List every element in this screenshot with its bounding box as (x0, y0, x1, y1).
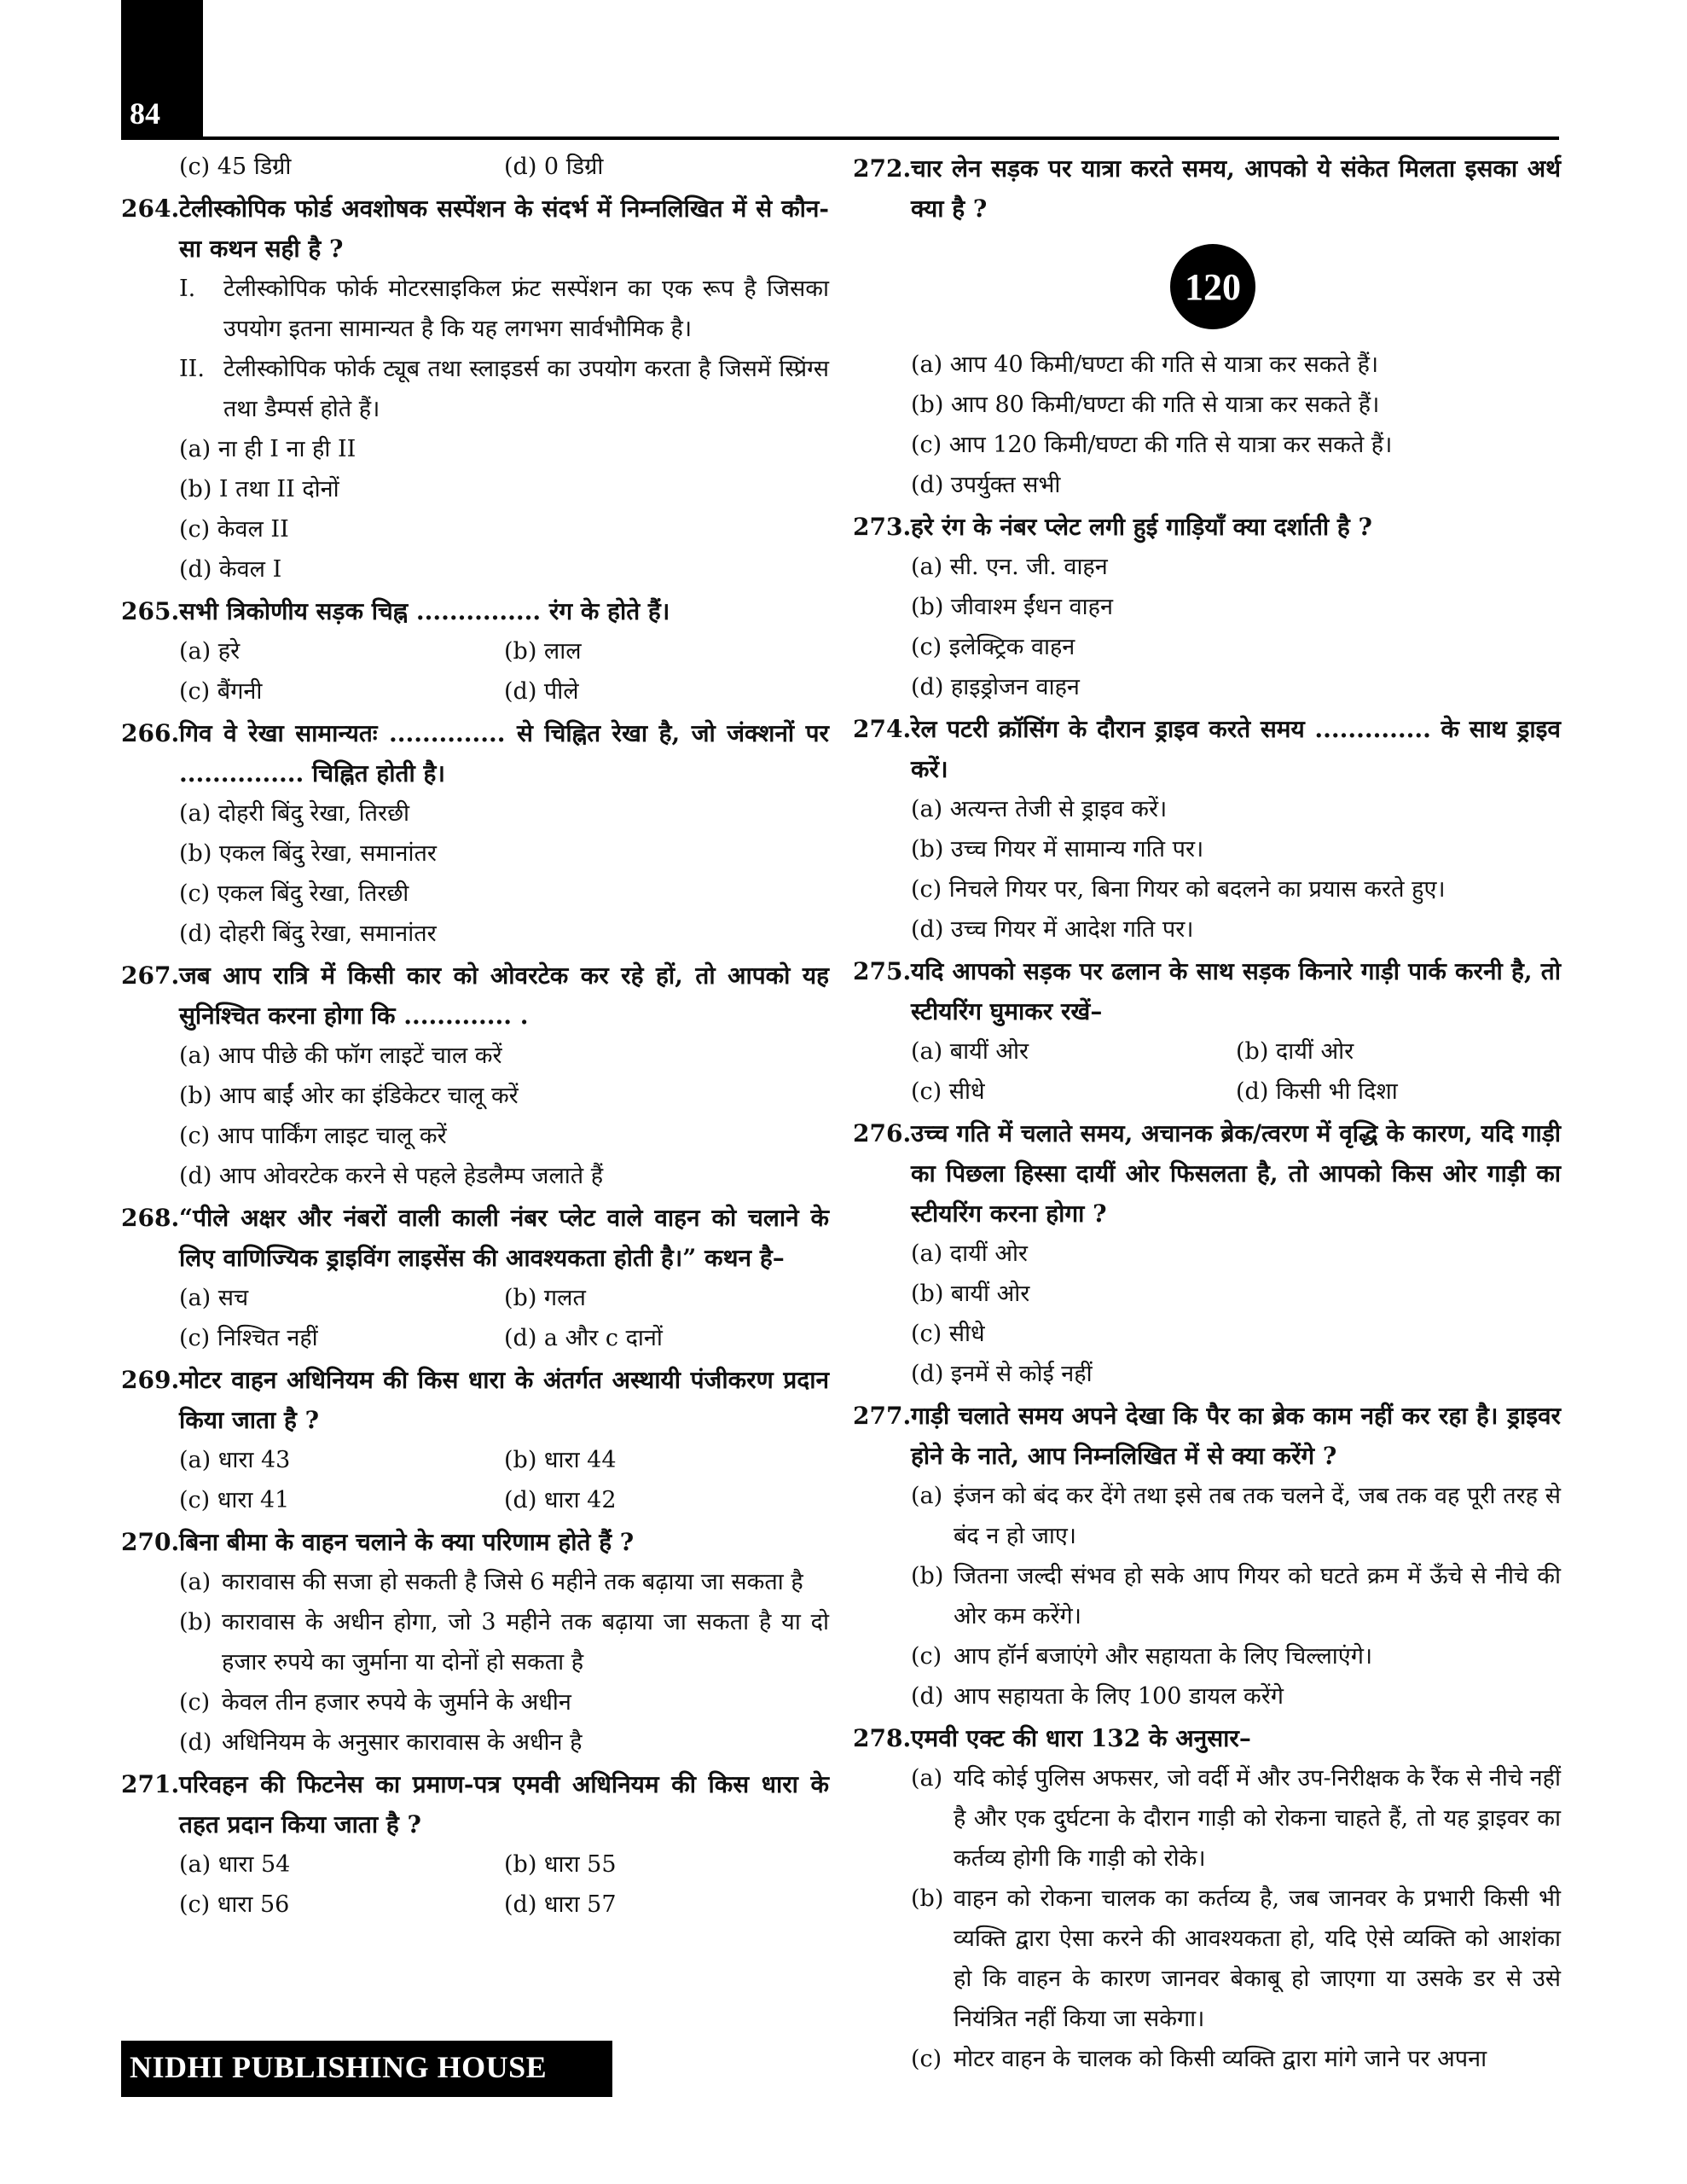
option-c (121, 1682, 829, 1722)
option-b (121, 1602, 829, 1682)
option-text: इंजन को बंद कर देंगे तथा इसे तब तक चलने दें, जब तक वह पूरी तरह से बंद न हो जाए। (954, 1483, 1561, 1549)
option-d: (d) उच्च गियर में आदेश गति पर। (911, 916, 1194, 943)
option-d: (d) दोहरी बिंदु रेखा, समानांतर (179, 921, 437, 947)
option-a: (a) दायीं ओर (911, 1240, 1028, 1267)
option-c: (c) आप पार्किंग लाइट चालू करें (179, 1123, 447, 1149)
option-d: (d) इनमें से कोई नहीं (911, 1361, 1093, 1387)
question-276 (853, 1113, 1561, 1234)
question-number: 266. (121, 719, 180, 747)
statement-text: टेलीस्कोपिक फोर्क ट्यूब तथा स्लाइडर्स का उपयोग करता है जिसमें स्प्रिंग्स तथा डैम्पर्स होते हैं। (223, 356, 829, 422)
option-row (121, 147, 829, 187)
option-c: (c) निश्चित नहीं (179, 1325, 318, 1351)
option-d: (d) आप ओवरटेक करने से पहले हेडलैम्प जलाते हैं (179, 1163, 604, 1189)
option-c: (c) आप 120 किमी/घण्टा की गति से यात्रा कर सकते हैं। (911, 432, 1393, 458)
option-a: (a) सी. एन. जी. वाहन (911, 554, 1108, 580)
question-number: 269. (121, 1366, 180, 1394)
option-letter: (d) (179, 1729, 212, 1756)
question-number: 277. (853, 1402, 912, 1430)
page-number: 84 (130, 96, 160, 131)
option-letter: (b) (911, 1563, 944, 1589)
question-number: 270. (121, 1528, 180, 1556)
option-text: आप हॉर्न बजाएंगे और सहायता के लिए चिल्लाएंगे। (954, 1643, 1373, 1670)
question-274 (853, 709, 1561, 789)
option-row (121, 631, 829, 671)
question-text: हरे रंग के नंबर प्लेट लगी हुई गाड़ियाँ क्या दर्शाती है ? (911, 513, 1372, 541)
option-a (853, 1758, 1561, 1879)
question-text: चार लेन सड़क पर यात्रा करते समय, आपको ये संकेत मिलता इसका अर्थ क्या है ? (911, 154, 1561, 223)
option-letter: (a) (911, 1483, 943, 1509)
option-b: (b) दायीं ओर (1236, 1038, 1354, 1065)
option-a: (a) हरे (179, 638, 241, 665)
option-c: (c) बैंगनी (179, 678, 263, 705)
option-a: (a) ना ही I ना ही II (179, 436, 357, 462)
option-text: आप सहायता के लिए 100 डायल करेंगे (954, 1683, 1284, 1710)
question-275 (853, 951, 1561, 1031)
question-number: 268. (121, 1204, 180, 1232)
question-text: “पीले अक्षर और नंबरों वाली काली नंबर प्लेट वाले वाहन को चलाने के लिए वाणिज्यिक ड्राइविंग लाइसेंस की आवश्यकता होती है।” कथन है– (179, 1204, 829, 1272)
option-c: (c) सीधे (911, 1321, 985, 1347)
option-text: मोटर वाहन के चालक को किसी व्यक्ति द्वारा मांगे जाने पर अपना (954, 2046, 1487, 2072)
option-d: (d) धारा 57 (504, 1891, 617, 1918)
option-c: (c) सीधे (911, 1078, 985, 1105)
option-letter: (a) (911, 1765, 943, 1792)
option-c: (c) इलेक्ट्रिक वाहन (911, 634, 1075, 660)
option-d: (d) केवल I (179, 556, 282, 583)
question-273 (853, 507, 1561, 547)
option-a: (a) धारा 54 (179, 1851, 291, 1878)
option-letter: (c) (911, 2046, 942, 2072)
option-b: (b) आप बाईं ओर का इंडिकेटर चालू करें (179, 1083, 519, 1109)
question-number: 272. (853, 154, 912, 183)
question-text: बिना बीमा के वाहन चलाने के क्या परिणाम होते हैं ? (179, 1528, 635, 1556)
option-a: (a) आप पीछे की फॉग लाइटें चाल करें (179, 1043, 502, 1069)
option-text: कारावास के अधीन होगा, जो 3 महीने तक बढ़ाया जा सकता है या दो हजार रुपये का जुर्माना या दोनों हो सकता है (222, 1609, 829, 1676)
question-number: 265. (121, 597, 180, 625)
option-d: (d) पीले (504, 678, 579, 705)
question-271 (121, 1764, 829, 1844)
question-text: सभी त्रिकोणीय सड़क चिह्न ............... रंग के होते हैं। (179, 597, 670, 625)
left-column (121, 147, 829, 1925)
option-d: (d) धारा 42 (504, 1487, 617, 1513)
right-column (853, 147, 1561, 2079)
question-text: यदि आपको सड़क पर ढलान के साथ सड़क किनारे गाड़ी पार्क करनी है, तो स्टीयरिंग घुमाकर रखें– (911, 957, 1561, 1025)
option-b (853, 1879, 1561, 2039)
option-d (121, 1722, 829, 1763)
option-a (121, 1562, 829, 1602)
option-d: (d) किसी भी दिशा (1236, 1078, 1398, 1105)
option-c: (c) केवल II (179, 516, 289, 543)
question-266 (121, 713, 829, 793)
question-number: 274. (853, 715, 912, 743)
question-277 (853, 1396, 1561, 1476)
question-text: मोटर वाहन अधिनियम की किस धारा के अंतर्गत अस्थायी पंजीकरण प्रदान किया जाता है ? (179, 1366, 829, 1434)
option-c: (c) 45 डिग्री (179, 154, 292, 180)
option-text: वाहन को रोकना चालक का कर्तव्य है, जब जानवर के प्रभारी किसी भी व्यक्ति द्वारा ऐसा करने की आवश्यकता हो, यदि ऐसे व्यक्ति को आशंका हो कि वाहन के कारण जानवर बेकाबू हो जाएगा या उसके डर से उसे नियंत्रित नहीं किया जा सकेगा। (954, 1885, 1561, 2032)
speed-limit-sign: 120 (1170, 244, 1255, 329)
option-b: (b) लाल (504, 638, 582, 665)
statement-number: I. (179, 276, 196, 302)
option-b: (b) धारा 44 (504, 1447, 617, 1473)
option-text: केवल तीन हजार रुपये के जुर्माने के अधीन (222, 1689, 571, 1716)
question-text: रेल पटरी क्रॉसिंग के दौरान ड्राइव करते समय .............. के साथ ड्राइव करें। (911, 715, 1561, 783)
question-number: 276. (853, 1119, 912, 1147)
option-b: (b) धारा 55 (504, 1851, 617, 1878)
option-row (121, 1885, 829, 1925)
option-a: (a) अत्यन्त तेजी से ड्राइव करें। (911, 796, 1168, 822)
option-a: (a) दोहरी बिंदु रेखा, तिरछी (179, 800, 409, 827)
option-letter: (b) (179, 1609, 212, 1635)
question-278 (853, 1718, 1561, 1758)
question-number: 264. (121, 195, 180, 223)
question-text: एमवी एक्ट की धारा 132 के अनुसार– (911, 1724, 1251, 1752)
question-text: उच्च गति में चलाते समय, अचानक ब्रेक/त्वरण में वृद्धि के कारण, यदि गाड़ी का पिछला हिस्सा दायीं ओर फिसलता है, तो आपको किस ओर गाड़ी का स्टीयरिंग करना होगा ? (911, 1119, 1561, 1228)
question-text: गाड़ी चलाते समय अपने देखा कि पैर का ब्रेक काम नहीं कर रहा है। ड्राइवर होने के नाते, आप निम्नलिखित में से क्या करेंगे ? (911, 1402, 1561, 1470)
option-letter: (d) (911, 1683, 944, 1710)
question-270 (121, 1522, 829, 1562)
question-268 (121, 1198, 829, 1278)
option-b: (b) जीवाश्म ईंधन वाहन (911, 594, 1113, 620)
option-row (121, 671, 829, 712)
option-d: (d) a और c दानों (504, 1325, 663, 1351)
option-c: (c) धारा 41 (179, 1487, 290, 1513)
question-text: परिवहन की फिटनेस का प्रमाण-पत्र एमवी अधिनियम की किस धारा के तहत प्रदान किया जाता है ? (179, 1770, 829, 1838)
question-text: टेलीस्कोपिक फोर्ड अवशोषक सस्पेंशन के संदर्भ में निम्नलिखित में से कौन-सा कथन सही है ? (179, 195, 829, 263)
option-a: (a) आप 40 किमी/घण्टा की गति से यात्रा कर सकते हैं। (911, 351, 1379, 378)
option-letter: (c) (179, 1689, 211, 1716)
option-letter: (b) (911, 1885, 944, 1912)
option-row (121, 1278, 829, 1318)
header-rule (121, 136, 1559, 140)
publisher-name: NIDHI PUBLISHING HOUSE (130, 2050, 548, 2084)
option-d: (d) हाइड्रोजन वाहन (911, 674, 1080, 700)
option-b: (b) आप 80 किमी/घण्टा की गति से यात्रा कर सकते हैं। (911, 392, 1380, 418)
question-272 (853, 148, 1561, 229)
question-number: 278. (853, 1724, 912, 1752)
option-c: (c) निचले गियर पर, बिना गियर को बदलने का प्रयास करते हुए। (911, 876, 1446, 903)
option-b: (b) उच्च गियर में सामान्य गति पर। (911, 836, 1204, 863)
option-letter: (c) (911, 1643, 942, 1670)
statement-1 (121, 269, 829, 349)
question-number: 271. (121, 1770, 180, 1798)
option-row (853, 1072, 1561, 1112)
option-d: (d) 0 डिग्री (504, 154, 604, 180)
option-row (853, 1031, 1561, 1072)
option-row (121, 1844, 829, 1885)
option-b: (b) I तथा II दोनों (179, 476, 339, 502)
option-letter: (a) (179, 1569, 212, 1595)
option-text: जितना जल्दी संभव हो सके आप गियर को घटते क्रम में ऊँचे से नीचे की ओर कम करेंगे। (954, 1563, 1561, 1629)
question-265 (121, 591, 829, 631)
option-d (853, 1676, 1561, 1716)
option-b (853, 1556, 1561, 1636)
option-d: (d) उपर्युक्त सभी (911, 472, 1061, 498)
option-c: (c) एकल बिंदु रेखा, तिरछी (179, 880, 409, 907)
option-a (853, 1476, 1561, 1556)
footer-banner (121, 2041, 612, 2097)
page-number-box (121, 0, 203, 136)
option-row (121, 1440, 829, 1480)
option-a: (a) बायीं ओर (911, 1038, 1029, 1065)
option-c: (c) धारा 56 (179, 1891, 290, 1918)
question-264 (121, 189, 829, 269)
question-267 (121, 956, 829, 1036)
option-b: (b) गलत (504, 1285, 586, 1311)
option-text: कारावास की सजा हो सकती है जिसे 6 महीने तक बढ़ाया जा सकता है (222, 1569, 803, 1595)
option-a: (a) धारा 43 (179, 1447, 291, 1473)
statement-number: II. (179, 356, 205, 382)
question-269 (121, 1360, 829, 1440)
statement-text: टेलीस्कोपिक फोर्क मोटरसाइकिल फ्रंट सस्पेंशन का एक रूप है जिसका उपयोग इतना सामान्यत है कि यह लगभग सार्वभौमिक है। (223, 276, 829, 342)
statement-2 (121, 349, 829, 429)
option-text: अधिनियम के अनुसार कारावास के अधीन है (222, 1729, 583, 1756)
option-a: (a) सच (179, 1285, 249, 1311)
option-row (121, 1480, 829, 1520)
option-text: यदि कोई पुलिस अफसर, जो वर्दी में और उप-निरीक्षक के रैंक से नीचे नहीं है और एक दुर्घटना के दौरान गाड़ी को रोकना चाहते हैं, तो यह ड्राइवर का कर्तव्य होगी कि गाड़ी को रोके। (954, 1765, 1561, 1872)
question-number: 275. (853, 957, 912, 985)
option-b: (b) बायीं ओर (911, 1281, 1030, 1307)
option-c (853, 2039, 1561, 2079)
option-c (853, 1636, 1561, 1676)
question-text: गिव वे रेखा सामान्यतः .............. से चिह्नित रेखा है, जो जंक्शनों पर ............... चिह्नित होती है। (179, 719, 829, 787)
question-number: 267. (121, 961, 180, 990)
question-text: जब आप रात्रि में किसी कार को ओवरटेक कर रहे हों, तो आपको यह सुनिश्चित करना होगा कि ............. . (179, 961, 829, 1030)
question-number: 273. (853, 513, 912, 541)
option-b: (b) एकल बिंदु रेखा, समानांतर (179, 840, 437, 867)
option-row (121, 1318, 829, 1358)
